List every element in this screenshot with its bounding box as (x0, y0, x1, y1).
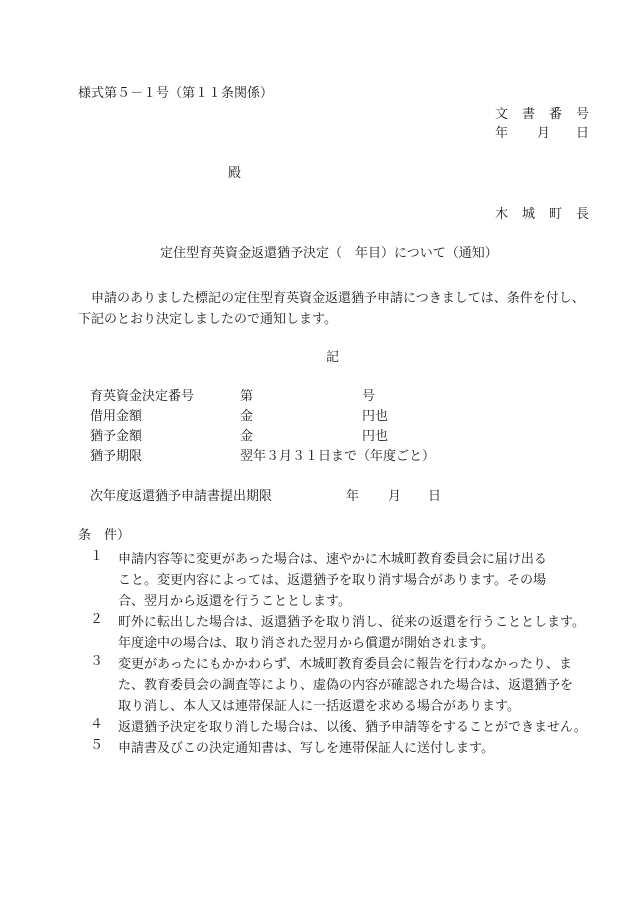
document-number-label: 文書番号 (495, 107, 604, 122)
condition-number: ３ (90, 654, 104, 669)
detail-prefix: 金 (240, 409, 254, 424)
next-year-deadline (90, 489, 490, 507)
condition-text (118, 549, 588, 612)
conditions-header: 条 件） (78, 528, 131, 543)
deadline-month: 月 (388, 489, 402, 504)
date-month-label: 月 (537, 126, 551, 141)
condition-line: 申請書及びこの決定通知書は、写しを連帯保証人に送付します。 (118, 741, 494, 756)
condition-line: こと。変更内容によっては、返還猶予を取り消す場合があります。その場 (118, 573, 546, 588)
detail-prefix: 第 (240, 389, 254, 404)
date-day-label: 日 (576, 126, 590, 141)
detail-label: 猶予金額 (90, 429, 143, 444)
condition-number: ２ (90, 612, 104, 627)
detail-suffix: 円也 (362, 429, 389, 444)
condition-line: 返還猶予決定を取り消した場合は、以後、猶予申請等をすることができません。 (118, 720, 587, 735)
date-line (495, 126, 590, 144)
intro-line-1: 申請のありました標記の定住型育英資金返還猶予申請につきましては、条件を付し、 (91, 291, 585, 306)
detail-label: 育英資金決定番号 (90, 389, 195, 404)
condition-line: 申請内容等に変更があった場合は、速やかに木城町教育委員会に届け出る (118, 552, 547, 567)
deadline-day: 日 (428, 489, 442, 504)
intro-line-2: 下記のとおり決定しましたので通知します。 (78, 312, 337, 327)
detail-prefix: 金 (240, 429, 254, 444)
detail-label: 借用金額 (90, 409, 143, 424)
detail-prefix: 翌年３月３１日まで（年度ごと） (240, 449, 436, 464)
intro-paragraph (78, 288, 608, 330)
condition-text (118, 654, 588, 717)
detail-suffix: 号 (362, 389, 376, 404)
date-year-label: 年 (495, 126, 509, 141)
condition-line: 合、翌月から返還を行うこととします。 (118, 594, 351, 609)
deadline-label: 次年度返還猶予申請書提出期限 (90, 489, 273, 504)
condition-number: １ (90, 549, 104, 564)
condition-text (118, 612, 588, 654)
condition-line: 取り消し、本人又は連帯保証人に一括返還を求める場合があります。 (118, 699, 520, 714)
issuer-name: 木城町長 (495, 207, 604, 222)
condition-line: 変更があったにもかかわらず、木城町教育委員会に報告を行わなかったり、ま (118, 657, 572, 672)
document-title: 定住型育英資金返還猶予決定（ 年目）について（通知） (160, 246, 498, 261)
deadline-year: 年 (346, 489, 360, 504)
form-label: 様式第５－１号（第１１条関係） (78, 86, 274, 101)
condition-number: ５ (90, 738, 104, 753)
condition-text (118, 738, 588, 759)
detail-label: 猶予期限 (90, 449, 143, 464)
condition-line: 町外に転出した場合は、返還猶予を取り消し、従来の返還を行うこととします。 (118, 615, 585, 630)
addressee-suffix: 殿 (228, 166, 242, 181)
condition-text (118, 717, 588, 738)
detail-suffix: 円也 (362, 409, 389, 424)
condition-line: た、教育委員会の調査等により、虚偽の内容が確認された場合は、返還猶予を (118, 678, 574, 693)
condition-number: ４ (90, 717, 104, 732)
condition-line: 年度途中の場合は、取り消された翌月から償還が開始されます。 (118, 636, 494, 651)
ki-heading: 記 (326, 350, 340, 365)
